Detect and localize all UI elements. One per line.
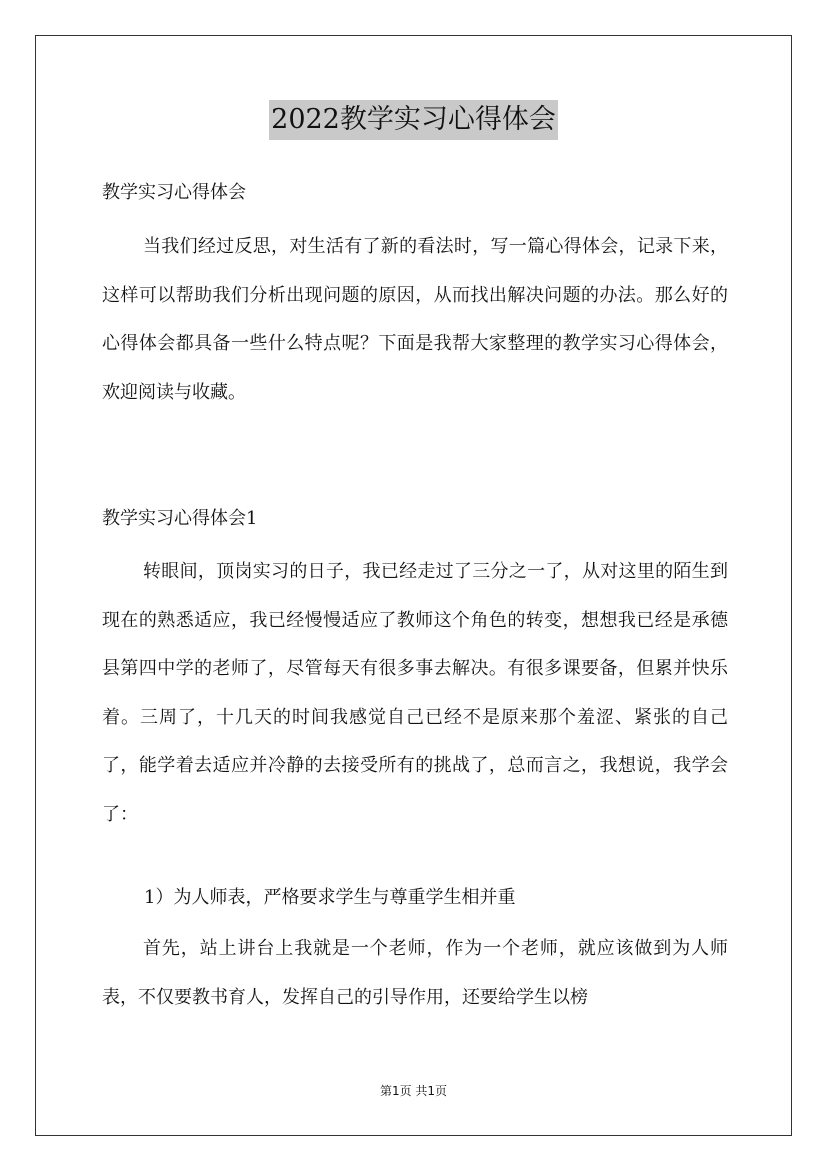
body-paragraph-2: 首先，站上讲台上我就是一个老师，作为一个老师，就应该做到为人师表，不仅要教书育人，发挥自己的引导作用，还要给学生以榜: [102, 938, 728, 1008]
intro-paragraph: 当我们经过反思，对生活有了新的看法时，写一篇心得体会，记录下来，这样可以帮助我们分析出现问题的原因，从而找出解决问题的办法。那么好的心得体会都具备一些什么特点呢？下面是我帮大家整理的教学实习心得体会，欢迎阅读与收藏。: [102, 236, 728, 403]
page-footer: 第1页 共1页: [379, 1084, 448, 1098]
section-heading-1: 教学实习心得体会1: [102, 508, 258, 529]
title-container: [0, 100, 827, 140]
section-heading-intro: 教学实习心得体会: [102, 182, 246, 203]
list-item-1: 1）为人师表，严格要求学生与尊重学生相并重: [144, 887, 516, 908]
document-title: 2022教学实习心得体会: [269, 100, 558, 140]
body-paragraph-1: 转眼间，顶岗实习的日子，我已经走过了三分之一了，从对这里的陌生到现在的熟悉适应，我已经慢慢适应了教师这个角色的转变，想想我已经是承德县第四中学的老师了，尽管每天有很多事去解决。有很多课要备，但累并快乐着。三周了，十几天的时间我感觉自己已经不是原来那个羞涩、紧张的自己了，能学着去适应并冷静的去接受所有的挑战了，总而言之，我想说，我学会了：: [102, 561, 728, 825]
